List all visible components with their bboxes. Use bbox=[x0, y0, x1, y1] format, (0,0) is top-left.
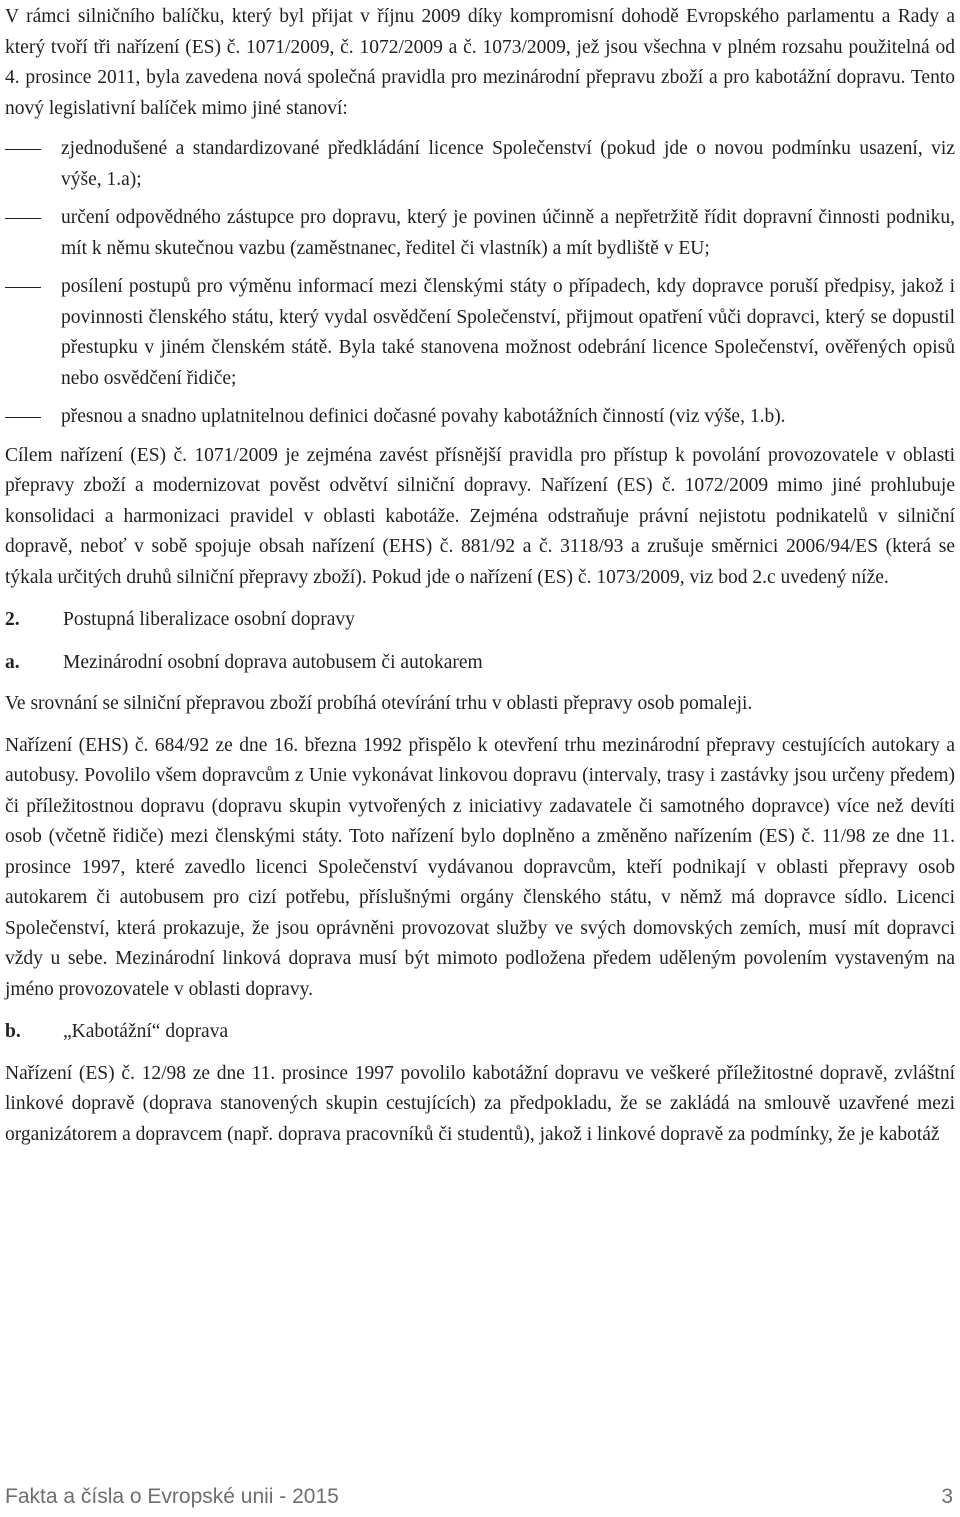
section-title: Mezinárodní osobní doprava autobusem či autokarem bbox=[63, 651, 483, 673]
paragraph: Nařízení (ES) č. 12/98 ze dne 11. prosince 1997 povolilo kabotážní dopravu ve veškeré příležitostné dopravě, zvláštní linkové dopravě (doprava stanovených skupin cestujících) za předpokladu, že se zakládá na smlouvě uzavřené mezi organizátorem a dopravcem (např. doprava pracovníků či studentů), jakož i linkové dopravě za podmínky, že je kabotáž bbox=[5, 1062, 955, 1145]
bullet-list bbox=[5, 134, 955, 433]
list-item: přesnou a snadno uplatnitelnou definici dočasné povahy kabotážních činností (viz výše, 1.b). bbox=[5, 402, 955, 433]
section-title: Postupná liberalizace osobní dopravy bbox=[63, 609, 355, 630]
list-item: zjednodušené a standardizované předkládání licence Společenství (pokud jde o novou podmínku usazení, viz výše, 1.a); bbox=[5, 134, 955, 195]
intro-paragraph: V rámci silničního balíčku, který byl přijat v říjnu 2009 díky kompromisní dohodě Evropského parlamentu a Rady a který tvoří tři nařízení (ES) č. 1071/2009, č. 1072/2009 a č. 1073/2009, jež jsou všechna v plném rozsahu použitelná od 4. prosince 2011, byla zavedena nová společná pravidla pro mezinárodní přepravu zboží a pro kabotážní dopravu. Tento nový legislativní balíček mimo jiné stanoví: bbox=[5, 6, 955, 119]
section-letter: b. bbox=[5, 1021, 21, 1042]
dash-icon bbox=[5, 287, 41, 288]
section-b-heading bbox=[5, 1017, 955, 1048]
dash-icon bbox=[5, 149, 41, 150]
section-2-heading bbox=[5, 605, 955, 636]
page-footer bbox=[5, 1485, 953, 1509]
section-a-heading bbox=[5, 648, 955, 679]
paragraph: Ve srovnání se silniční přepravou zboží probíhá otevírání trhu v oblasti přepravy osob pomaleji. bbox=[5, 693, 753, 714]
dash-icon bbox=[5, 417, 41, 418]
section-letter: a. bbox=[5, 651, 20, 673]
page-number: 3 bbox=[941, 1485, 953, 1508]
section-number: 2. bbox=[5, 609, 20, 630]
footer-title: Fakta a čísla o Evropské unii - 2015 bbox=[5, 1485, 339, 1508]
list-item: posílení postupů pro výměnu informací mezi členskými státy o případech, kdy dopravce poruší předpisy, jakož i povinnosti členského státu, který vydal osvědčení Společenství, přijmout opatření vůči dopravci, který se dopustil přestupku v jiném členském státě. Byla také stanovena možnost odebrání licence Společenství, ověřených opisů nebo osvědčení řidiče; bbox=[5, 272, 955, 394]
paragraph: Nařízení (EHS) č. 684/92 ze dne 16. března 1992 přispělo k otevření trhu mezinárodní přepravy cestujících autokary a autobusy. Povolilo všem dopravcům z Unie vykonávat linkovou dopravu (intervaly, trasy i zastávky jsou určeny předem) či příležitostnou dopravu (dopravu skupin vytvořených z iniciativy zadavatele či samotného dopravce) více než devíti osob (včetně řidiče) mezi členskými státy. Toto nařízení bylo doplněno a změněno nařízením (ES) č. 11/98 ze dne 11. prosince 1997, které zavedlo licenci Společenství vydávanou dopravcům, kteří podnikají v oblasti přepravy osob autokarem či autobusem pro cizí potřebu, příslušnými orgány členského státu, v němž má dopravce sídlo. Licenci Společenství, která prokazuje, že jsou oprávněni provozovat služby ve svých domovských zemích, musí mít dopravci vždy u sebe. Mezinárodní linková doprava musí být mimoto podložena předem uděleným povolením vystaveným na jméno provozovatele v oblasti dopravy. bbox=[5, 734, 955, 1000]
dash-icon bbox=[5, 218, 41, 219]
document-page bbox=[5, 0, 955, 1150]
section-title: „Kabotážní“ doprava bbox=[63, 1021, 229, 1042]
regulation-goal-paragraph: Cílem nařízení (ES) č. 1071/2009 je zejména zavést přísnější pravidla pro přístup k povolání provozovatele v oblasti přepravy zboží a modernizovat pověst odvětví silniční dopravy. Nařízení (ES) č. 1072/2009 mimo jiné prohlubuje konsolidaci a harmonizaci pravidel v oblasti kabotáže. Zejména odstraňuje právní nejistotu podnikatelů v silniční dopravě, neboť v sobě spojuje obsah nařízení (EHS) č. 881/92 a č. 3118/93 a zrušuje směrnici 2006/94/ES (která se týkala určitých druhů silniční přepravy zboží). Pokud jde o nařízení (ES) č. 1073/2009, viz bod 2.c uvedený níže. bbox=[5, 444, 955, 588]
list-item: určení odpovědného zástupce pro dopravu, který je povinen účinně a nepřetržitě řídit dopravní činnosti podniku, mít k němu skutečnou vazbu (zaměstnanec, ředitel či vlastník) a mít bydliště v EU; bbox=[5, 203, 955, 264]
